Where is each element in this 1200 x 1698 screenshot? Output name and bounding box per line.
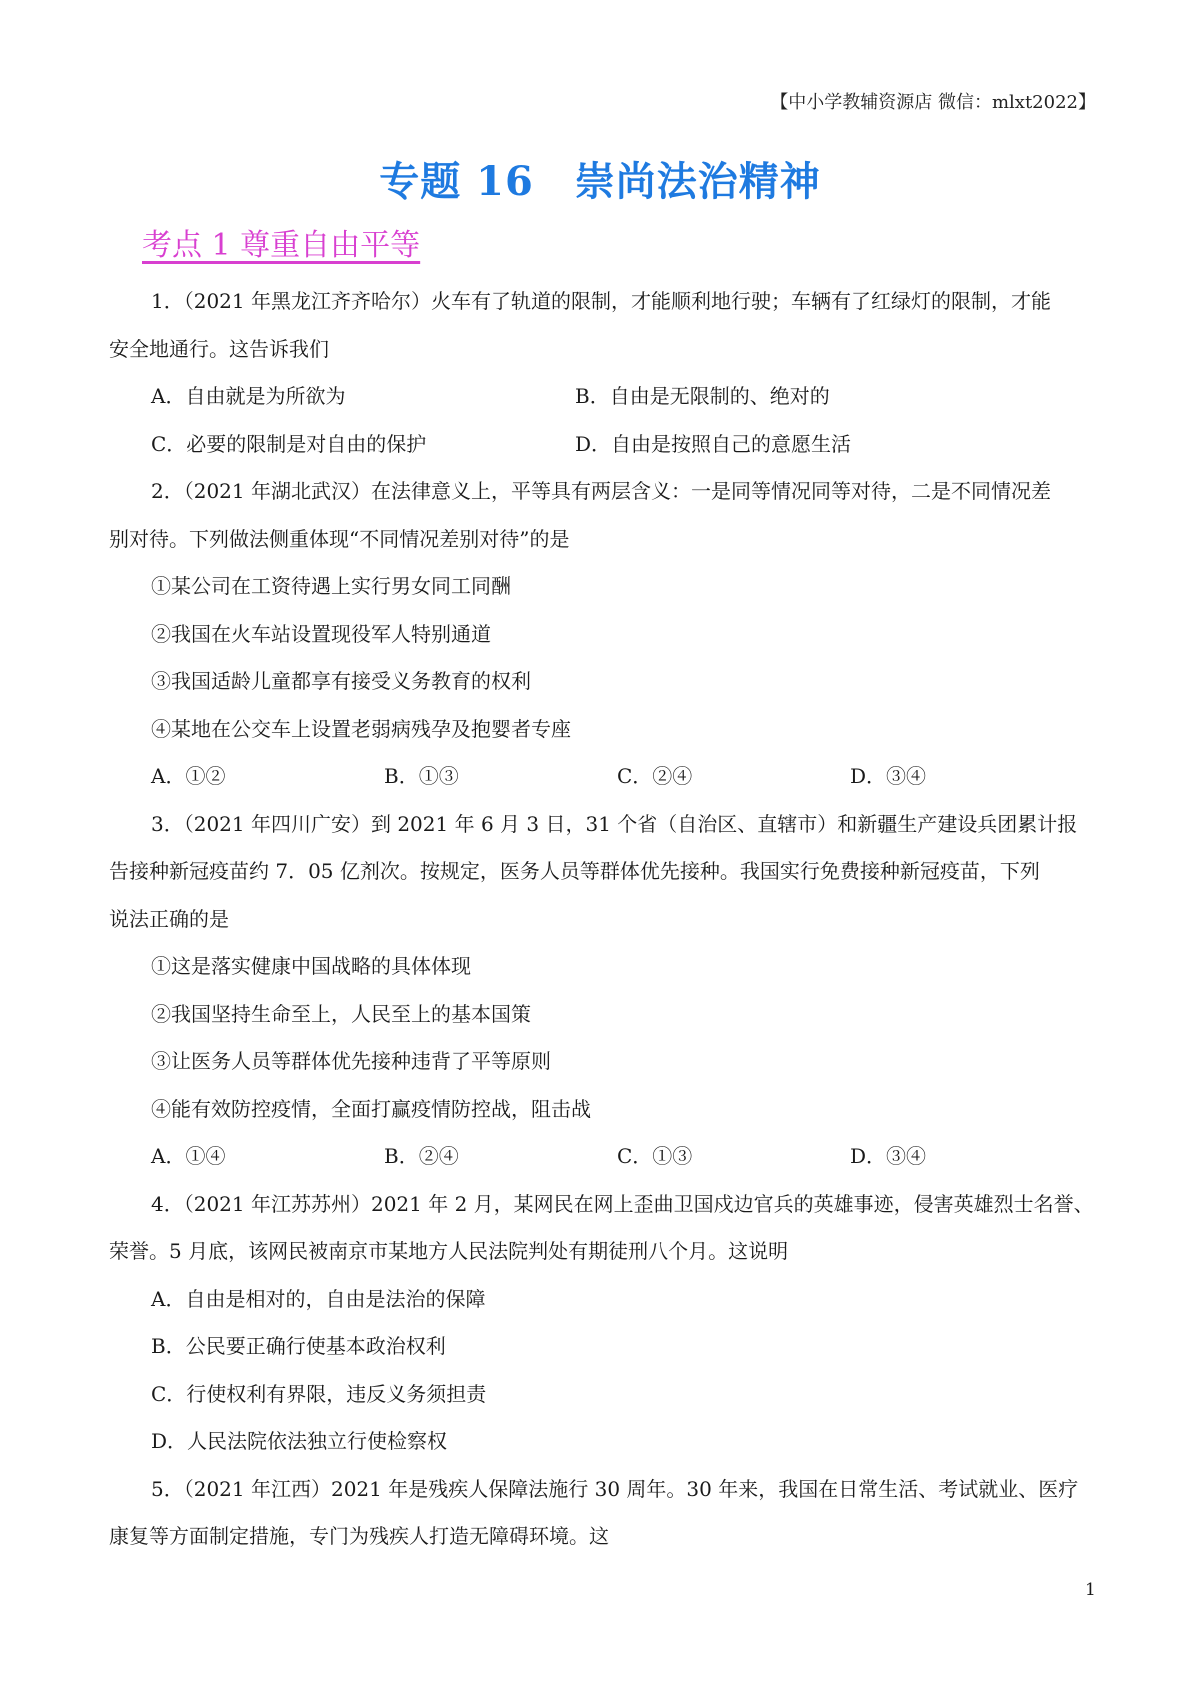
option-d: D．③④ (850, 1144, 927, 1168)
option-b: B．公民要正确行使基本政治权利 (151, 1334, 446, 1358)
question-stem: 4．（2021 年江苏苏州）2021 年 2 月，某网民在网上歪曲卫国戍边官兵的英雄事迹，侵害英雄烈士名誉、 (151, 1191, 1094, 1216)
option-b: B．自由是无限制的、绝对的 (575, 384, 830, 408)
statement-item: ①某公司在工资待遇上实行男女同工同酬 (151, 574, 511, 598)
question-stem: 安全地通行。这告诉我们 (109, 336, 329, 361)
section-title: 考点 1 尊重自由平等 (142, 228, 421, 263)
option-row (109, 1133, 1099, 1181)
option-b: B．②④ (384, 1144, 459, 1168)
option-row (109, 753, 1099, 801)
statement-item: ③我国适龄儿童都享有接受义务教育的权利 (151, 669, 531, 693)
question-2 (109, 468, 1099, 801)
page-number: 1 (1085, 1580, 1096, 1600)
option-b: B．①③ (384, 764, 459, 788)
question-stem: 3．（2021 年四川广安）到 2021 年 6 月 3 日，31 个省（自治区、直辖市）和新疆生产建设兵团累计报 (151, 811, 1078, 836)
question-stem: 2．（2021 年湖北武汉）在法律意义上，平等具有两层含义：一是同等情况同等对待，二是不同情况差 (151, 479, 1051, 503)
option-a: A．①④ (151, 1144, 226, 1168)
question-4 (109, 1181, 1099, 1466)
option-a: A．①② (151, 764, 226, 788)
option-d: D．③④ (850, 764, 927, 788)
statement-item: ②我国在火车站设置现役军人特别通道 (151, 621, 491, 646)
question-3 (109, 801, 1099, 1181)
question-list (109, 278, 1099, 1561)
option-row (109, 421, 1099, 469)
option-d: D．人民法院依法独立行使检察权 (151, 1429, 448, 1453)
question-5 (109, 1466, 1099, 1561)
option-c: C．行使权利有界限，违反义务须担责 (151, 1381, 487, 1406)
option-row (109, 373, 1099, 421)
question-stem: 5．（2021 年江西）2021 年是残疾人保障法施行 30 周年。30 年来，我国在日常生活、考试就业、医疗 (151, 1476, 1079, 1501)
question-stem: 说法正确的是 (109, 906, 229, 931)
option-c: C．必要的限制是对自由的保护 (151, 431, 427, 456)
option-a: A．自由是相对的，自由是法治的保障 (151, 1286, 486, 1311)
header-note: 【中小学教辅资源店 微信：mlxt2022】 (770, 92, 1096, 113)
statement-item: ③让医务人员等群体优先接种违背了平等原则 (151, 1049, 551, 1073)
page-title: 专题 16 崇尚法治精神 (379, 158, 821, 205)
question-1 (109, 278, 1099, 468)
statement-item: ②我国坚持生命至上，人民至上的基本国策 (151, 1001, 531, 1026)
option-c: C．①③ (617, 1144, 693, 1168)
question-stem: 1．（2021 年黑龙江齐齐哈尔）火车有了轨道的限制，才能顺利地行驶；车辆有了红绿灯的限制，才能 (151, 289, 1051, 313)
statement-item: ④能有效防控疫情，全面打赢疫情防控战，阻击战 (151, 1096, 591, 1121)
question-stem: 康复等方面制定措施，专门为残疾人打造无障碍环境。这 (109, 1524, 609, 1548)
option-d: D．自由是按照自己的意愿生活 (575, 431, 852, 456)
option-c: C．②④ (617, 764, 693, 788)
question-stem: 告接种新冠疫苗约 7．05 亿剂次。按规定，医务人员等群体优先接种。我国实行免费接种新冠疫苗，下列 (109, 859, 1040, 883)
statement-item: ④某地在公交车上设置老弱病残孕及抱婴者专座 (151, 716, 571, 741)
question-stem: 别对待。下列做法侧重体现“不同情况差别对待”的是 (109, 526, 570, 551)
question-stem: 荣誉。5 月底，该网民被南京市某地方人民法院判处有期徒刑八个月。这说明 (109, 1239, 789, 1263)
option-a: A．自由就是为所欲为 (151, 384, 346, 408)
statement-item: ①这是落实健康中国战略的具体体现 (151, 954, 471, 978)
